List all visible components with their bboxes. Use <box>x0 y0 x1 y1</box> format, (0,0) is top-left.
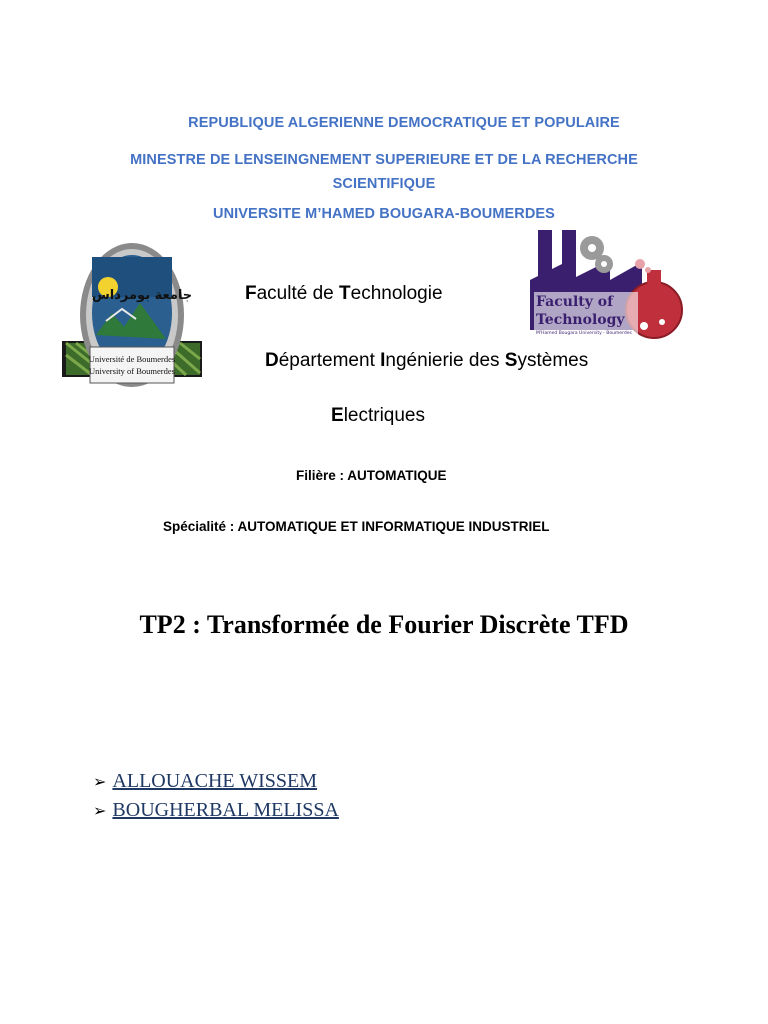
logo-arabic-text: جامعة بومرداس <box>91 288 193 303</box>
header-university: UNIVERSITE M’HAMED BOUGARA-BOUMERDES <box>213 206 555 222</box>
header-republic: REPUBLIQUE ALGERIENNE DEMOCRATIQUE ET POPULAIRE <box>188 115 620 131</box>
specialite: Spécialité : AUTOMATIQUE ET INFORMATIQUE INDUSTRIEL <box>163 519 550 534</box>
student-item <box>93 799 339 822</box>
faculty-logo <box>530 230 686 342</box>
header-ministry-line1: MINESTRE DE LENSEINGNEMENT SUPERIEURE ET DE LA RECHERCHE <box>130 152 638 168</box>
logo-text-en: University of Boumerdes <box>89 366 175 376</box>
header-ministry-line2: SCIENTIFIQUE <box>332 176 436 192</box>
logo-text-fr: Université de Boumerdes <box>88 354 176 364</box>
arrow-bullet-icon: ➢ <box>93 803 107 820</box>
logo-faculty-text: Faculty of <box>536 294 614 310</box>
document-title: TP2 : Transformée de Fourier Discrète TFD <box>139 610 629 639</box>
arrow-bullet-icon: ➢ <box>93 774 107 791</box>
gear-icon <box>580 236 613 273</box>
filiere: Filière : AUTOMATIQUE <box>296 468 447 483</box>
logo-technology-text: Technology <box>536 312 625 328</box>
faculty-name: Faculté de Technologie <box>245 283 443 304</box>
department-name-line2: Electriques <box>331 405 426 426</box>
student-name-link[interactable]: ALLOUACHE WISSEM <box>112 770 318 792</box>
header-ministry <box>0 148 768 196</box>
student-item <box>93 770 317 793</box>
student-name-link[interactable]: BOUGHERBAL MELISSA <box>112 799 339 821</box>
department-name-line1: Département Ingénierie des Systèmes <box>265 350 589 371</box>
university-logo <box>62 243 204 393</box>
logo-university-subtext: M'Hamed Bougara University - Boumerdes <box>536 331 632 336</box>
